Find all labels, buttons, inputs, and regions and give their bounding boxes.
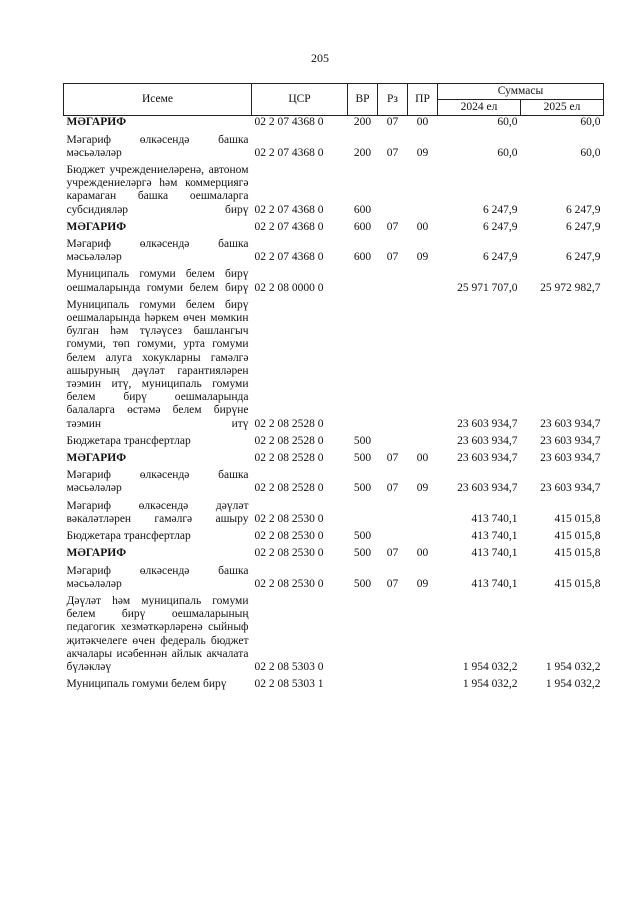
header-pr: ПР [408, 84, 438, 116]
row-csr-code: 02 2 08 2528 0 [254, 482, 324, 495]
row-sum-2024: 1 954 032,2 [462, 678, 518, 691]
row-rz-code: 07 [386, 452, 399, 465]
row-name: МӘГАРИФ [66, 547, 127, 560]
row-pr-code [408, 268, 438, 298]
row-pr-code: 00 [416, 452, 429, 465]
row-sum-2025: 415 015,8 [554, 577, 601, 590]
row-rz-code: 07 [386, 251, 399, 264]
row-csr-code: 02 2 07 4368 0 [254, 203, 324, 216]
row-pr-code: 09 [416, 577, 429, 590]
table-row [64, 547, 604, 564]
row-sum-2024: 413 740,1 [471, 512, 518, 525]
row-rz-code [378, 595, 408, 678]
row-name: Мәгариф өлкәсендә башка мәсьәләләр [66, 238, 249, 264]
row-pr-code: 09 [416, 146, 429, 159]
table-row [64, 268, 604, 298]
row-sum-2024: 23 603 934,7 [457, 452, 518, 465]
table-row [64, 238, 604, 268]
row-vr-code: 200 [353, 146, 372, 159]
row-vr-code [348, 678, 378, 695]
budget-table [63, 83, 604, 695]
header-year-2025: 2025 ел [521, 100, 604, 116]
row-csr-code: 02 2 07 4368 0 [254, 251, 324, 264]
row-sum-2024: 60,0 [497, 116, 518, 129]
row-sum-2025: 60,0 [580, 146, 601, 159]
row-sum-2025: 6 247,9 [566, 251, 601, 264]
row-name: Мәгариф өлкәсендә башка мәсьәләләр [66, 469, 249, 495]
row-sum-2024: 6 247,9 [483, 220, 518, 233]
row-name: МӘГАРИФ [66, 220, 127, 233]
row-pr-code [408, 530, 438, 547]
table-row [64, 500, 604, 530]
row-csr-code: 02 2 08 2530 0 [254, 547, 324, 560]
table-row [64, 452, 604, 469]
row-sum-2025: 415 015,8 [554, 512, 601, 525]
row-vr-code: 600 [353, 203, 372, 216]
row-pr-code: 00 [416, 547, 429, 560]
table-row [64, 221, 604, 238]
row-csr-code: 02 2 08 5303 1 [254, 678, 324, 691]
row-pr-code [408, 299, 438, 435]
row-vr-code [348, 268, 378, 298]
row-sum-2025: 60,0 [580, 116, 601, 129]
row-sum-2024: 6 247,9 [483, 203, 518, 216]
table-header [64, 84, 604, 116]
row-csr-code: 02 2 07 4368 0 [254, 220, 324, 233]
row-csr-code: 02 2 07 4368 0 [254, 146, 324, 159]
row-vr-code: 500 [353, 577, 372, 590]
row-name: Мәгариф өлкәсендә башка мәсьәләләр [66, 133, 249, 159]
header-vr: ВР [348, 84, 378, 116]
header-name: Исеме [64, 84, 252, 116]
table-row [64, 595, 604, 678]
row-rz-code [378, 164, 408, 221]
row-sum-2024: 60,0 [497, 146, 518, 159]
row-sum-2024: 6 247,9 [483, 251, 518, 264]
header-csr: ЦСР [252, 84, 348, 116]
row-sum-2025: 415 015,8 [554, 547, 601, 560]
row-sum-2025: 23 603 934,7 [540, 417, 601, 430]
row-vr-code [348, 595, 378, 678]
row-rz-code: 07 [386, 146, 399, 159]
row-vr-code: 600 [353, 220, 372, 233]
row-vr-code: 500 [353, 434, 372, 447]
row-sum-2024: 413 740,1 [471, 530, 518, 543]
row-rz-code: 07 [386, 482, 399, 495]
row-pr-code [408, 678, 438, 695]
page-number: 205 [311, 51, 329, 65]
row-sum-2024: 413 740,1 [471, 547, 518, 560]
table-row [64, 299, 604, 435]
row-pr-code: 09 [416, 251, 429, 264]
row-name: Муниципаль гомуми белем бирү оешмаларында гомуми белем бирү [66, 268, 249, 294]
row-rz-code [378, 678, 408, 695]
row-vr-code: 500 [353, 547, 372, 560]
row-vr-code: 600 [353, 251, 372, 264]
row-sum-2025: 6 247,9 [566, 220, 601, 233]
row-csr-code: 02 2 08 2530 0 [254, 530, 324, 543]
row-sum-2025: 1 954 032,2 [545, 660, 601, 673]
row-name: Дәүләт һәм муниципаль гомуми белем бирү оешмаларының педагогик хезмәткәрләренә сыйныф җитәкчелеге өчен федераль бюджет акчалары исәбеннән айлык акчалата бүләкләү [66, 594, 249, 673]
table-body [64, 116, 604, 695]
row-name: МӘГАРИФ [66, 116, 127, 129]
row-rz-code [378, 435, 408, 452]
header-sums: Суммасы [438, 84, 604, 100]
row-sum-2025: 1 954 032,2 [545, 678, 601, 691]
row-vr-code: 500 [353, 452, 372, 465]
row-sum-2024: 1 954 032,2 [462, 660, 518, 673]
row-rz-code: 07 [386, 547, 399, 560]
row-vr-code [348, 299, 378, 435]
row-name: Мәгариф өлкәсендә дәүләт вәкаләтләрен гамәлгә ашыру [66, 499, 249, 525]
table-row [64, 565, 604, 595]
row-name: Муниципаль гомуми белем бирү оешмаларында һәркем өчен мөмкин булган һәм түләүсез башлангыч гомуми, төп гомуми, урта гомуми белем алуга хокукларны гамәлгә ашыруның дәүләт гарантияләрен тәэмин итү, муниципаль гомуми белем бирү оешмаларында балаларга өстәмә белем бирүне тәэмин итү [66, 298, 249, 430]
row-csr-code: 02 2 08 5303 0 [254, 660, 324, 673]
row-name: МӘГАРИФ [66, 452, 127, 465]
row-csr-code: 02 2 08 2528 0 [254, 417, 324, 430]
row-name: Бюджетара трансфертлар [66, 530, 191, 543]
row-name: Бюджетара трансфертлар [66, 434, 191, 447]
row-csr-code: 02 2 08 2528 0 [254, 452, 324, 465]
row-rz-code [378, 530, 408, 547]
row-pr-code: 09 [416, 482, 429, 495]
row-rz-code: 07 [386, 116, 399, 129]
table-row [64, 164, 604, 221]
row-name: Муниципаль гомуми белем бирү [66, 678, 227, 691]
row-pr-code [408, 164, 438, 221]
row-csr-code: 02 2 08 2528 0 [254, 434, 324, 447]
header-year-2024: 2024 ел [438, 100, 521, 116]
table-row [64, 678, 604, 695]
row-rz-code [378, 299, 408, 435]
row-rz-code [378, 268, 408, 298]
row-rz-code: 07 [386, 220, 399, 233]
table-row [64, 116, 604, 134]
row-sum-2025: 23 603 934,7 [540, 482, 601, 495]
row-csr-code: 02 2 08 2530 0 [254, 512, 324, 525]
row-name: Бюджет учреждениеләренә, автоном учреждениеләргә һәм коммерциягә карамаган башка оешмаларга субсидияләр бирү [66, 164, 249, 216]
row-sum-2025: 415 015,8 [554, 530, 601, 543]
row-rz-code: 07 [386, 577, 399, 590]
row-pr-code [408, 595, 438, 678]
row-rz-code [378, 500, 408, 530]
row-sum-2024: 23 603 934,7 [457, 417, 518, 430]
row-pr-code [408, 435, 438, 452]
row-vr-code: 500 [353, 482, 372, 495]
row-sum-2024: 23 603 934,7 [457, 434, 518, 447]
row-vr-code [348, 500, 378, 530]
row-pr-code: 00 [416, 116, 429, 129]
table-row [64, 435, 604, 452]
row-vr-code: 500 [353, 530, 372, 543]
row-sum-2024: 25 971 707,0 [457, 281, 518, 294]
row-sum-2025: 6 247,9 [566, 203, 601, 216]
row-pr-code [408, 500, 438, 530]
row-sum-2025: 25 972 982,7 [540, 281, 601, 294]
row-sum-2024: 413 740,1 [471, 577, 518, 590]
row-name: Мәгариф өлкәсендә башка мәсьәләләр [66, 564, 249, 590]
row-sum-2025: 23 603 934,7 [540, 434, 601, 447]
table-row [64, 134, 604, 164]
row-sum-2024: 23 603 934,7 [457, 482, 518, 495]
row-vr-code: 200 [353, 116, 372, 129]
row-sum-2025: 23 603 934,7 [540, 452, 601, 465]
header-rz: Рз [378, 84, 408, 116]
row-csr-code: 02 2 07 4368 0 [254, 116, 324, 129]
row-csr-code: 02 2 08 2530 0 [254, 577, 324, 590]
row-pr-code: 00 [416, 220, 429, 233]
table-row [64, 469, 604, 499]
row-csr-code: 02 2 08 0000 0 [254, 281, 324, 294]
table-row [64, 530, 604, 547]
